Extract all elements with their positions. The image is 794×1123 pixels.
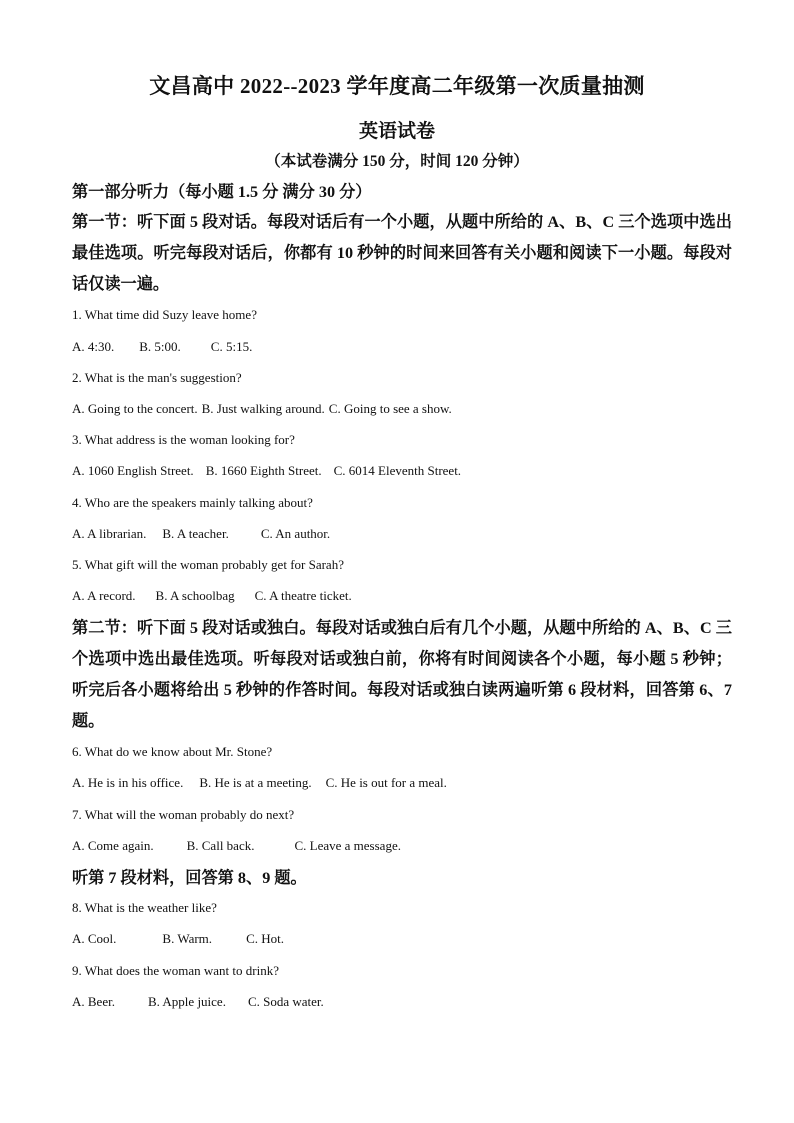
question-4: 4. Who are the speakers mainly talking about? <box>72 495 313 510</box>
option-7b: B. Call back. <box>186 838 255 853</box>
options-8 <box>72 931 284 947</box>
option-9b: B. Apple juice. <box>147 994 226 1009</box>
question-2: 2. What is the man's suggestion? <box>72 370 242 385</box>
option-1a: A. 4:30. <box>72 339 115 354</box>
question-3: 3. What address is the woman looking for? <box>72 432 295 447</box>
question-5: 5. What gift will the woman probably get for Sarah? <box>72 557 344 572</box>
options-5 <box>72 588 352 604</box>
options-7 <box>72 838 401 854</box>
option-5a: A. A record. <box>72 588 136 603</box>
option-8c: C. Hot. <box>246 931 284 946</box>
option-8b: B. Warm. <box>162 931 213 946</box>
option-7c: C. Leave a message. <box>294 838 401 853</box>
question-6: 6. What do we know about Mr. Stone? <box>72 744 273 759</box>
option-8a: A. Cool. <box>72 931 117 946</box>
option-6a: A. He is in his office. <box>72 775 184 790</box>
option-2a: A. Going to the concert. <box>72 401 198 416</box>
question-1: 1. What time did Suzy leave home? <box>72 307 257 322</box>
option-1c: C. 5:15. <box>210 339 253 354</box>
option-2c: C. Going to see a show. <box>328 401 452 416</box>
material7-heading: 听第 7 段材料，回答第 8、9 题。 <box>72 869 307 887</box>
option-7a: A. Come again. <box>72 838 154 853</box>
option-9a: A. Beer. <box>72 994 115 1009</box>
part1-heading: 第一部分听力（每小题 1.5 分 满分 30 分） <box>72 183 372 201</box>
options-1 <box>72 339 252 355</box>
section1-instruction: 第一节：听下面 5 段对话。每段对话后有一个小题，从题中所给的 A、B、C 三个选项中选出最佳选项。听完每段对话后，你都有 10 秒钟的时间来回答有关小题和阅读下一小题。每段对话仅读一遍。 <box>72 213 732 293</box>
question-9: 9. What does the woman want to drink? <box>72 963 279 978</box>
exam-note: （本试卷满分 150 分，时间 120 分钟） <box>265 153 529 170</box>
option-3b: B. 1660 Eighth Street. <box>205 463 322 478</box>
options-4 <box>72 526 330 542</box>
option-6b: B. He is at a meeting. <box>199 775 312 790</box>
question-8: 8. What is the weather like? <box>72 900 217 915</box>
exam-subject: 英语试卷 <box>358 121 435 142</box>
option-1b: B. 5:00. <box>139 339 181 354</box>
options-9 <box>72 994 324 1010</box>
options-6 <box>72 775 447 791</box>
question-7: 7. What will the woman probably do next? <box>72 807 295 822</box>
option-5c: C. A theatre ticket. <box>254 588 352 603</box>
options-3 <box>72 463 461 479</box>
exam-title: 文昌高中 2022--2023 学年度高二年级第一次质量抽测 <box>149 74 645 98</box>
section2-instruction: 第二节：听下面 5 段对话或独白。每段对话或独白后有几个小题，从题中所给的 A、B、C 三个选项中选出最佳选项。听每段对话或独白前，你将有时间阅读各个小题，每小题 5 秒钟；听完后各小题将给出 5 秒钟的作答时间。每段对话或独白读两遍听第 6 段材料，回答第 6、7 题。 <box>72 619 732 730</box>
option-4a: A. A librarian. <box>72 526 147 541</box>
option-2b: B. Just walking around. <box>201 401 325 416</box>
option-5b: B. A schoolbag <box>155 588 235 603</box>
option-3c: C. 6014 Eleventh Street. <box>333 463 462 478</box>
option-4b: B. A teacher. <box>162 526 229 541</box>
option-3a: A. 1060 English Street. <box>72 463 194 478</box>
option-4c: C. An author. <box>260 526 331 541</box>
options-2 <box>72 401 452 417</box>
option-6c: C. He is out for a meal. <box>325 775 447 790</box>
option-9c: C. Soda water. <box>247 994 324 1009</box>
